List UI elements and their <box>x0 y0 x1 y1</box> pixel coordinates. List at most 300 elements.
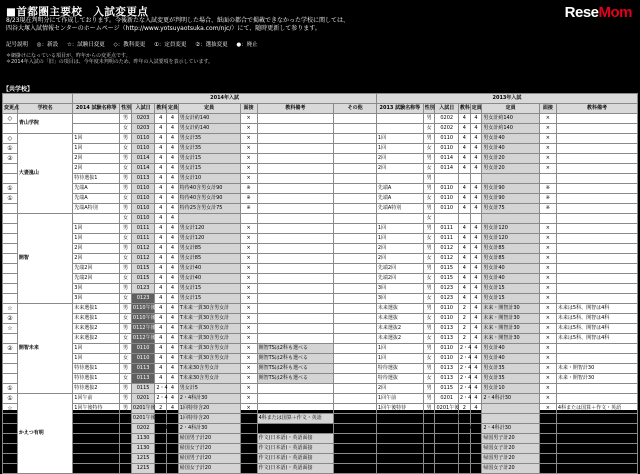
other <box>334 154 377 164</box>
other <box>334 264 377 274</box>
quota-2013: 4 <box>470 114 482 124</box>
subjects: 4 <box>155 284 167 294</box>
gender-2013: 男 <box>423 204 435 214</box>
exam-name-2013 <box>376 124 423 134</box>
quota: 1 <box>167 444 179 454</box>
exam-date: 0110 <box>131 184 154 194</box>
gender: 女 <box>120 274 132 284</box>
exam-date: 0123 <box>131 284 154 294</box>
gender: 男 <box>120 114 132 124</box>
subject-notes-2013 <box>556 384 637 394</box>
capacity: 帰国男子計20 <box>178 434 240 444</box>
subject-notes <box>257 274 334 284</box>
subjects-2013: 2・4 <box>458 384 470 394</box>
quota: 4 <box>167 314 179 324</box>
gender: 女 <box>120 254 132 264</box>
change-mark <box>3 274 18 284</box>
gender: 男 <box>120 364 132 374</box>
change-mark: ① <box>3 144 18 154</box>
capacity-2013: 未来・開智計30 <box>482 304 540 314</box>
other <box>334 364 377 374</box>
capacity-2013: 男女計35 <box>482 374 540 384</box>
col-date-2013: 入試日 <box>435 104 458 114</box>
exam-date-2013: 0202 <box>435 124 458 134</box>
gender-2013: 女 <box>423 354 435 364</box>
capacity-2013: 男女計120 <box>482 234 540 244</box>
quota: 4 <box>167 154 179 164</box>
capacity: 男女計120 <box>178 224 240 234</box>
interview-2013: × <box>539 254 556 264</box>
interview-2013: × <box>539 334 556 344</box>
gender: 男 <box>120 404 132 414</box>
exam-name-2013: 先端2回 <box>376 264 423 274</box>
capacity-2013: 男女計40 <box>482 274 540 284</box>
subjects: 4 <box>155 374 167 384</box>
resemom-logo[interactable]: ReseMom <box>564 4 632 21</box>
exam-name-2013: 帰国A2 <box>376 464 423 474</box>
change-mark <box>3 214 18 224</box>
exam-name <box>73 214 120 224</box>
exam-date-2013: 0123 <box>435 294 458 304</box>
subject-notes-2013 <box>556 144 637 154</box>
table-row <box>3 454 638 464</box>
exam-date-2013: 1130 <box>435 434 458 444</box>
table-row <box>3 414 638 424</box>
col-quota: 定員 <box>167 104 179 114</box>
gender: 男 <box>120 204 132 214</box>
interview-2013: × <box>539 404 556 414</box>
col-gender-2013: 性別 <box>423 104 435 114</box>
exam-name-2013: 1回午後特待 <box>376 404 423 414</box>
change-mark <box>3 364 18 374</box>
subjects: 4 <box>155 334 167 344</box>
quota-2013: 4 <box>470 324 482 334</box>
interview: × <box>240 334 257 344</box>
exam-date: 0110 <box>131 354 154 364</box>
exam-name <box>73 124 120 134</box>
subjects: 4 <box>155 214 167 224</box>
interview: × <box>240 244 257 254</box>
subject-notes-2013 <box>556 214 637 224</box>
notice-line: 8/23現在判明分にて作成しております。今後新たな入試変更が判明した場合、紙面の都合で掲載できなかった学校に関しては、 <box>6 17 349 24</box>
quota-2013 <box>470 214 482 224</box>
subject-notes: 開智TSは2科も選べる <box>257 374 334 384</box>
capacity: 男女計10 <box>178 174 240 184</box>
quota-2013: 1 <box>470 464 482 474</box>
capacity-2013: 未来・開智計30 <box>482 334 540 344</box>
col-date: 入試日 <box>131 104 154 114</box>
change-mark: ② <box>3 314 18 324</box>
capacity-2013: 2・4科計30 <box>482 424 540 434</box>
table-row <box>3 294 638 304</box>
capacity-2013 <box>482 404 540 414</box>
legend-item: ●：廃止 <box>236 42 258 48</box>
gender-2013: 女 <box>423 254 435 264</box>
interview-2013: ○ <box>539 434 556 444</box>
symbol-legend <box>6 40 265 48</box>
other <box>334 214 377 224</box>
subject-notes <box>257 174 334 184</box>
other <box>334 224 377 234</box>
other <box>334 374 377 384</box>
exam-name: 未来選抜2 <box>73 324 120 334</box>
exam-date-2013: 1215 <box>435 464 458 474</box>
capacity: 男女計85 <box>178 254 240 264</box>
interview-2013: × <box>539 424 556 434</box>
subject-notes-2013: 未来は5科、開智は4科 <box>556 324 637 334</box>
subjects: 国 <box>155 454 167 464</box>
gender: 女 <box>120 144 132 154</box>
change-mark <box>3 244 18 254</box>
change-mark: ◇ <box>3 114 18 124</box>
exam-date: 0202 <box>131 424 154 434</box>
capacity-2013: 男女計40 <box>482 354 540 364</box>
quota: 4 <box>167 224 179 234</box>
exam-date: 0201午後 <box>131 414 154 424</box>
gender: 女 <box>120 214 132 224</box>
gender: 女 <box>120 464 132 474</box>
gender-2013: 女 <box>423 144 435 154</box>
exam-name: 先端2回 <box>73 264 120 274</box>
subject-notes-2013: 未来は5科、開智は4科 <box>556 314 637 324</box>
capacity <box>178 214 240 224</box>
capacity: 男女計85 <box>178 244 240 254</box>
subjects-2013: 2 <box>458 314 470 324</box>
section-label: 【共学校】 <box>3 86 34 93</box>
gender-2013: 男 <box>423 384 435 394</box>
other <box>334 334 377 344</box>
other <box>334 404 377 414</box>
capacity-2013: 男女計90 <box>482 194 540 204</box>
subject-notes-2013: 未来は5科、開智は4科 <box>556 304 637 314</box>
subject-notes <box>257 334 334 344</box>
quota: 4 <box>167 414 179 424</box>
capacity: 男女計40 <box>178 274 240 284</box>
gender-2013: 男 <box>423 424 435 434</box>
exam-changes-table <box>2 93 638 474</box>
exam-name <box>73 114 120 124</box>
quota: 4 <box>167 384 179 394</box>
exam-name-2013: 帰国A1 <box>376 434 423 444</box>
subjects-2013 <box>458 174 470 184</box>
capacity-2013: 2・4科計30 <box>482 394 540 404</box>
quota: 1 <box>167 434 179 444</box>
subjects-2013: 4 <box>458 134 470 144</box>
exam-date-2013: 0115 <box>435 384 458 394</box>
subjects-2013: 国 <box>458 444 470 454</box>
exam-date: 0112午後 <box>131 324 154 334</box>
interview: × <box>240 314 257 324</box>
other <box>334 124 377 134</box>
exam-name: 先端A <box>73 194 120 204</box>
subjects-2013: 2・4 <box>458 344 470 354</box>
interview-2013: × <box>539 314 556 324</box>
quota-2013: 1 <box>470 444 482 454</box>
change-mark <box>3 294 18 304</box>
change-mark: ① <box>3 184 18 194</box>
gender: 男 <box>120 384 132 394</box>
subject-notes: 作文(日本語)・英語面接 <box>257 444 334 454</box>
other <box>334 294 377 304</box>
change-mark <box>3 234 18 244</box>
change-mark: ◇ <box>3 134 18 144</box>
change-mark <box>3 284 18 294</box>
interview-2013: × <box>539 414 556 424</box>
subject-notes: 開智TSは2科も選べる <box>257 344 334 354</box>
quota: 4 <box>167 234 179 244</box>
subject-notes-2013: 4科または国算＋作文・英語 <box>556 404 637 414</box>
subject-notes <box>257 194 334 204</box>
subjects: 4 <box>155 294 167 304</box>
subject-notes: 開智TSは2科も選べる <box>257 354 334 364</box>
subject-notes: 作文(日本語)・英語面接 <box>257 434 334 444</box>
change-mark <box>3 444 18 454</box>
capacity-2013: 男女計20 <box>482 164 540 174</box>
gender: 男 <box>120 244 132 254</box>
change-mark <box>3 204 18 214</box>
table-row <box>3 364 638 374</box>
col-school: 学校名 <box>17 104 72 114</box>
other <box>334 234 377 244</box>
col-capacity: 定員 <box>178 104 240 114</box>
exam-name: 未来選抜2 <box>73 334 120 344</box>
subject-notes <box>257 394 334 404</box>
exam-name: 特待選抜1 <box>73 364 120 374</box>
legend-item: ①：定員変更 <box>154 42 187 48</box>
interview-2013: × <box>539 324 556 334</box>
interview-2013: × <box>539 384 556 394</box>
exam-name-2013: 先端A特別 <box>376 204 423 214</box>
quota: 4 <box>167 274 179 284</box>
capacity: 男女計15 <box>178 284 240 294</box>
interview: × <box>240 264 257 274</box>
change-mark: ② <box>3 154 18 164</box>
interview: × <box>240 114 257 124</box>
page-header <box>0 0 640 70</box>
table-row <box>3 244 638 254</box>
subjects: 4 <box>155 134 167 144</box>
exam-name-2013: 未来選抜 <box>376 304 423 314</box>
exam-date-2013: 0202 <box>435 114 458 124</box>
exam-name-2013: 2回午前 <box>376 424 423 434</box>
interview <box>240 214 257 224</box>
interview: × <box>240 224 257 234</box>
quota: 4 <box>167 114 179 124</box>
quota-2013 <box>470 174 482 184</box>
change-mark <box>3 334 18 344</box>
table-row <box>3 124 638 134</box>
subjects: 4 <box>155 164 167 174</box>
capacity: 男女計15 <box>178 294 240 304</box>
capacity-2013: 男女計120 <box>482 224 540 234</box>
gender-2013: 男 <box>423 344 435 354</box>
gender-2013: 女 <box>423 194 435 204</box>
subject-notes <box>257 324 334 334</box>
exam-date-2013: 0112 <box>435 244 458 254</box>
table-row <box>3 254 638 264</box>
capacity: 帰国女子計20 <box>178 464 240 474</box>
capacity: T未来一貫30含男女計 <box>178 314 240 324</box>
subjects: 4 <box>155 244 167 254</box>
subject-notes <box>257 244 334 254</box>
subject-notes <box>257 384 334 394</box>
table-row <box>3 334 638 344</box>
quota-2013: 4 <box>470 134 482 144</box>
interview-2013: × <box>539 124 556 134</box>
subjects-2013: 2・4 <box>458 374 470 384</box>
exam-date: 0201 <box>131 394 154 404</box>
exam-date: 0110 <box>131 134 154 144</box>
interview: ○ <box>240 464 257 474</box>
quota-2013: 4 <box>470 154 482 164</box>
exam-name-2013: 帰国A2 <box>376 454 423 464</box>
exam-date: 0113 <box>131 374 154 384</box>
interview: × <box>240 364 257 374</box>
subjects: 4 <box>155 234 167 244</box>
subject-notes-2013 <box>556 424 637 434</box>
subject-notes-2013 <box>556 234 637 244</box>
exam-date: 0111 <box>131 224 154 234</box>
school-name: 青山学院 <box>17 114 72 134</box>
interview-2013: × <box>539 144 556 154</box>
capacity-2013: 男女計85 <box>482 244 540 254</box>
exam-date-2013: 0110 <box>435 314 458 324</box>
table-row <box>3 374 638 384</box>
subject-notes-2013 <box>556 194 637 204</box>
exam-date: 0110 <box>131 344 154 354</box>
exam-date: 0201午後 <box>131 404 154 414</box>
subject-notes-2013 <box>556 204 637 214</box>
interview-2013: ※ <box>539 204 556 214</box>
subjects-2013: 4 <box>458 184 470 194</box>
quota: 4 <box>167 204 179 214</box>
gender: 男 <box>120 394 132 404</box>
interview-2013: × <box>539 294 556 304</box>
exam-date-2013: 0110 <box>435 134 458 144</box>
change-mark: ☆ <box>3 304 18 314</box>
gender-2013: 女 <box>423 124 435 134</box>
quota: 4 <box>167 284 179 294</box>
capacity: 2・4科計30 <box>178 394 240 404</box>
gender: 男 <box>120 324 132 334</box>
quota: 4 <box>167 374 179 384</box>
exam-date-2013: 0115 <box>435 274 458 284</box>
change-mark <box>3 454 18 464</box>
page-title: ■首都圏主要校 入試変更点 <box>6 6 149 18</box>
subjects: 4 <box>155 274 167 284</box>
footnote: ＊網掛けになっている項目が、昨年からの変更点です。 <box>6 53 131 59</box>
subjects: 4 <box>155 224 167 234</box>
subjects: 4 <box>155 324 167 334</box>
exam-date: 0110 <box>131 144 154 154</box>
exam-name-2013: 特待選抜 <box>376 374 423 384</box>
exam-date: 0110 <box>131 204 154 214</box>
capacity: 男女計15 <box>178 154 240 164</box>
other <box>334 434 377 444</box>
gender-2013: 男 <box>423 284 435 294</box>
capacity-2013: 帰国男子計20 <box>482 434 540 444</box>
subject-notes-2013 <box>556 244 637 254</box>
exam-date: 0123 <box>131 294 154 304</box>
col-interview: 面接 <box>240 104 257 114</box>
quota-2013: 4 <box>470 424 482 434</box>
gender: 男 <box>120 154 132 164</box>
exam-name: 1回午前 <box>73 394 120 404</box>
exam-name-2013: 2回 <box>376 154 423 164</box>
school-name: 開智 <box>17 214 72 304</box>
school-name: かえつ有明 <box>17 394 72 474</box>
other <box>334 344 377 354</box>
gender-2013: 男 <box>423 244 435 254</box>
quota-2013: 1 <box>470 454 482 464</box>
exam-date-2013: 0123 <box>435 284 458 294</box>
capacity: 男女計15 <box>178 164 240 174</box>
subject-notes <box>257 134 334 144</box>
col-exam-name-2013: 2013 試験名称等 <box>376 104 423 114</box>
gender: 男 <box>120 344 132 354</box>
quota-2013: 4 <box>470 334 482 344</box>
exam-date-2013: 0110 <box>435 344 458 354</box>
exam-date: 0203 <box>131 114 154 124</box>
interview: ※ <box>240 204 257 214</box>
exam-name: 1回 <box>73 344 120 354</box>
exam-name-2013 <box>376 214 423 224</box>
exam-date-2013: 0112 <box>435 254 458 264</box>
subjects: 国 <box>155 464 167 474</box>
subjects: 4 <box>155 154 167 164</box>
col-subjects: 教科 <box>155 104 167 114</box>
table-row <box>3 354 638 364</box>
exam-name-2013: 3回 <box>376 294 423 304</box>
interview-2013: × <box>539 224 556 234</box>
exam-date: 1130 <box>131 444 154 454</box>
exam-name: 特待選抜1 <box>73 374 120 384</box>
capacity: 特待40含男女計90 <box>178 184 240 194</box>
exam-date: 0115 <box>131 384 154 394</box>
exam-date: 0115 <box>131 264 154 274</box>
table-row <box>3 424 638 434</box>
capacity-2013: 男女計85 <box>482 254 540 264</box>
table-row <box>3 184 638 194</box>
subjects-2013: 2・4 <box>458 364 470 374</box>
table-row <box>3 134 638 144</box>
interview-2013: ○ <box>539 464 556 474</box>
exam-date-2013: 1215 <box>435 454 458 464</box>
subjects-2013: 2・4 <box>458 354 470 364</box>
table-row <box>3 214 638 224</box>
subjects: 4 <box>155 314 167 324</box>
other <box>334 144 377 154</box>
subject-notes-2013 <box>556 224 637 234</box>
exam-name: 2回午前 <box>73 424 120 434</box>
table-row <box>3 224 638 234</box>
subject-notes <box>257 154 334 164</box>
subjects: 4 <box>155 264 167 274</box>
quota: 4 <box>167 174 179 184</box>
interview: × <box>240 424 257 434</box>
gender-2013: 男 <box>423 264 435 274</box>
exam-table-container[interactable] <box>2 93 638 471</box>
exam-name: 帰国A1 <box>73 444 120 454</box>
exam-name: 先端2回 <box>73 274 120 284</box>
interview: × <box>240 144 257 154</box>
table-row <box>3 274 638 284</box>
interview: × <box>240 124 257 134</box>
change-mark <box>3 224 18 234</box>
quota-2013: 4 <box>470 124 482 134</box>
subjects-2013: 2・4 <box>458 424 470 434</box>
quota-2013: 4 <box>470 404 482 414</box>
